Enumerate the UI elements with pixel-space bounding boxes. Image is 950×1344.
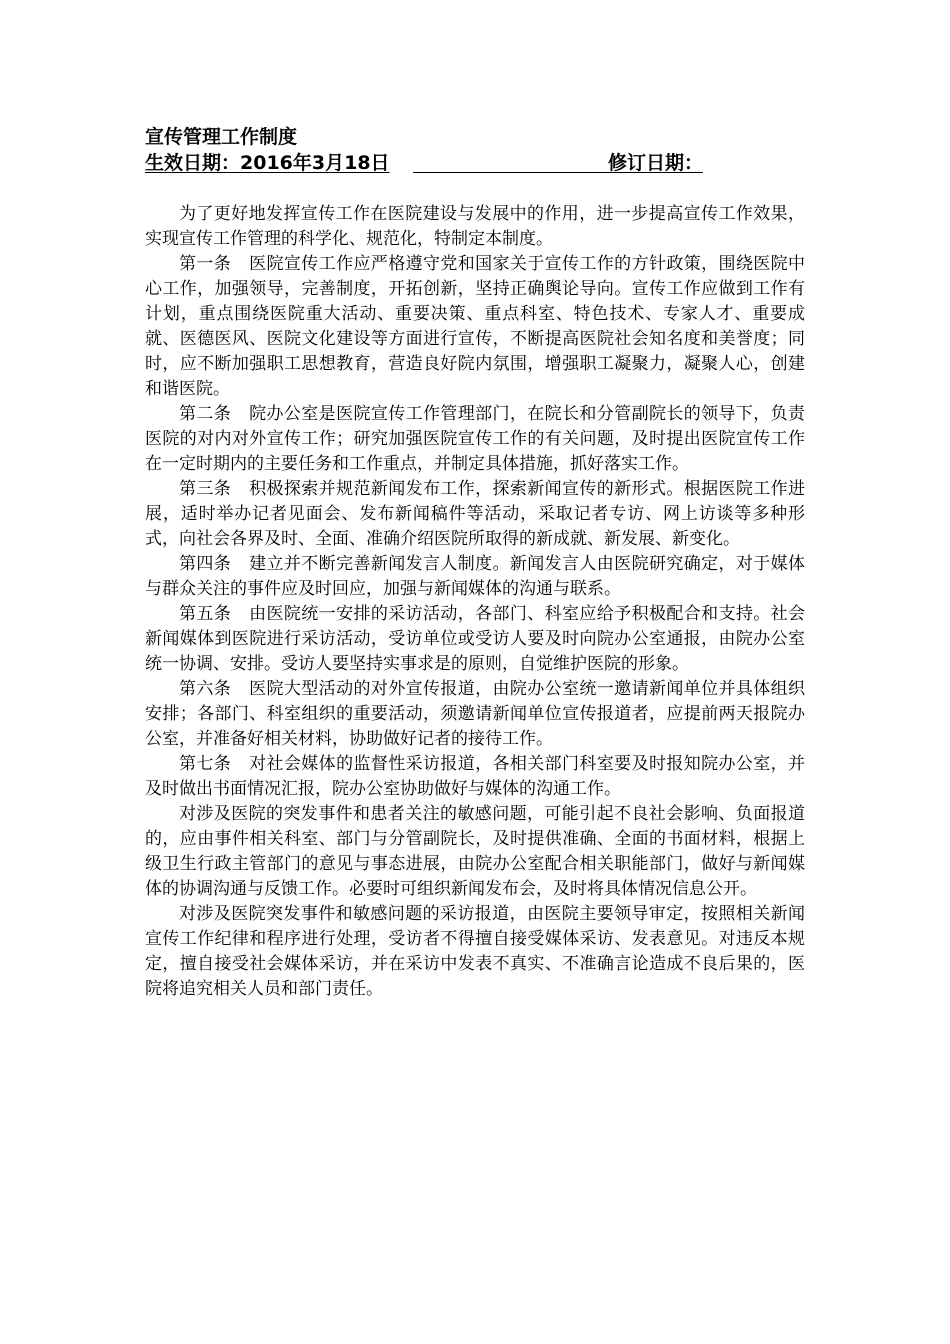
article-label: 第六条 (179, 679, 232, 699)
revision-date: 修订日期： (608, 152, 704, 174)
article-label: 第七条 (179, 754, 232, 774)
effective-date: 生效日期：2016年3月18日 (145, 152, 390, 174)
paragraph-article-7 (145, 752, 805, 802)
paragraph-text: 建立并不断完善新闻发言人制度。新闻发言人由医院研究确定，对于媒体与群众关注的事件应及时回应，加强与新闻媒体的沟通与联系。 (145, 554, 806, 599)
paragraph-text: 为了更好地发挥宣传工作在医院建设与发展中的作用，进一步提高宣传工作效果，实现宣传工作管理的科学化、规范化，特制定本制度。 (145, 204, 805, 249)
paragraph-text: 对社会媒体的监督性采访报道，各相关部门科室要及时报知院办公室，并及时做出书面情况汇报，院办公室协助做好与媒体的沟通工作。 (145, 754, 806, 799)
article-label: 第三条 (179, 479, 232, 499)
paragraph-article-2 (145, 402, 805, 477)
paragraph-article-4 (145, 552, 805, 602)
paragraph-text: 由医院统一安排的采访活动，各部门、科室应给予积极配合和支持。社会新闻媒体到医院进行采访活动，受访单位或受访人要及时向院办公室通报，由院办公室统一协调、安排。受访人要坚持实事求是的原则，自觉维护医院的形象。 (145, 604, 806, 674)
paragraph-text: 积极探索并规范新闻发布工作，探索新闻宣传的新形式。根据医院工作进展，适时举办记者见面会、发布新闻稿件等活动，采取记者专访、网上访谈等多种形式，向社会各界及时、全面、准确介绍医院所取得的新成就、新发展、新变化。 (145, 479, 806, 549)
article-label: 第四条 (179, 554, 232, 574)
document-title: 宣传管理工作制度 (145, 126, 298, 148)
document-body (145, 202, 805, 1002)
document-header (145, 124, 805, 176)
paragraph-text: 对涉及医院突发事件和敏感问题的采访报道，由医院主要领导审定，按照相关新闻宣传工作纪律和程序进行处理，受访者不得擅自接受媒体采访、发表意见。对违反本规定，擅自接受社会媒体采访，并在采访中发表不真实、不准确言论造成不良后果的，医院将追究相关人员和部门责任。 (145, 904, 805, 999)
article-label: 第五条 (179, 604, 232, 624)
date-line (145, 150, 805, 176)
paragraph-interview-rules (145, 902, 805, 1002)
date-underline-fill (413, 172, 613, 173)
paragraph-article-6 (145, 677, 805, 752)
paragraph-text: 院办公室是医院宣传工作管理部门，在院长和分管副院长的领导下，负责医院的对内对外宣传工作；研究加强医院宣传工作的有关问题，及时提出医院宣传工作在一定时期内的主要任务和工作重点，并制定具体措施，抓好落实工作。 (145, 404, 806, 474)
paragraph-text: 医院宣传工作应严格遵守党和国家关于宣传工作的方针政策，围绕医院中心工作，加强领导，完善制度，开拓创新，坚持正确舆论导向。宣传工作应做到工作有计划，重点围绕医院重大活动、重要决策、重点科室、特色技术、专家人才、重要成就、医德医风、医院文化建设等方面进行宣传，不断提高医院社会知名度和美誉度；同时，应不断加强职工思想教育，营造良好院内氛围，增强职工凝聚力，凝聚人心，创建和谐医院。 (145, 254, 806, 399)
paragraph-article-1 (145, 252, 805, 402)
paragraph-article-5 (145, 602, 805, 677)
paragraph-emergency-events (145, 802, 805, 902)
paragraph-text: 医院大型活动的对外宣传报道，由院办公室统一邀请新闻单位并具体组织安排；各部门、科室组织的重要活动，须邀请新闻单位宣传报道者，应提前两天报院办公室，并准备好相关材料，协助做好记者的接待工作。 (145, 679, 806, 749)
article-label: 第一条 (179, 254, 232, 274)
paragraph-intro (145, 202, 805, 252)
paragraph-article-3 (145, 477, 805, 552)
paragraph-text: 对涉及医院的突发事件和患者关注的敏感问题，可能引起不良社会影响、负面报道的，应由事件相关科室、部门与分管副院长，及时提供准确、全面的书面材料，根据上级卫生行政主管部门的意见与事态进展，由院办公室配合相关职能部门，做好与新闻媒体的协调沟通与反馈工作。必要时可组织新闻发布会，及时将具体情况信息公开。 (145, 804, 805, 899)
article-label: 第二条 (179, 404, 232, 424)
